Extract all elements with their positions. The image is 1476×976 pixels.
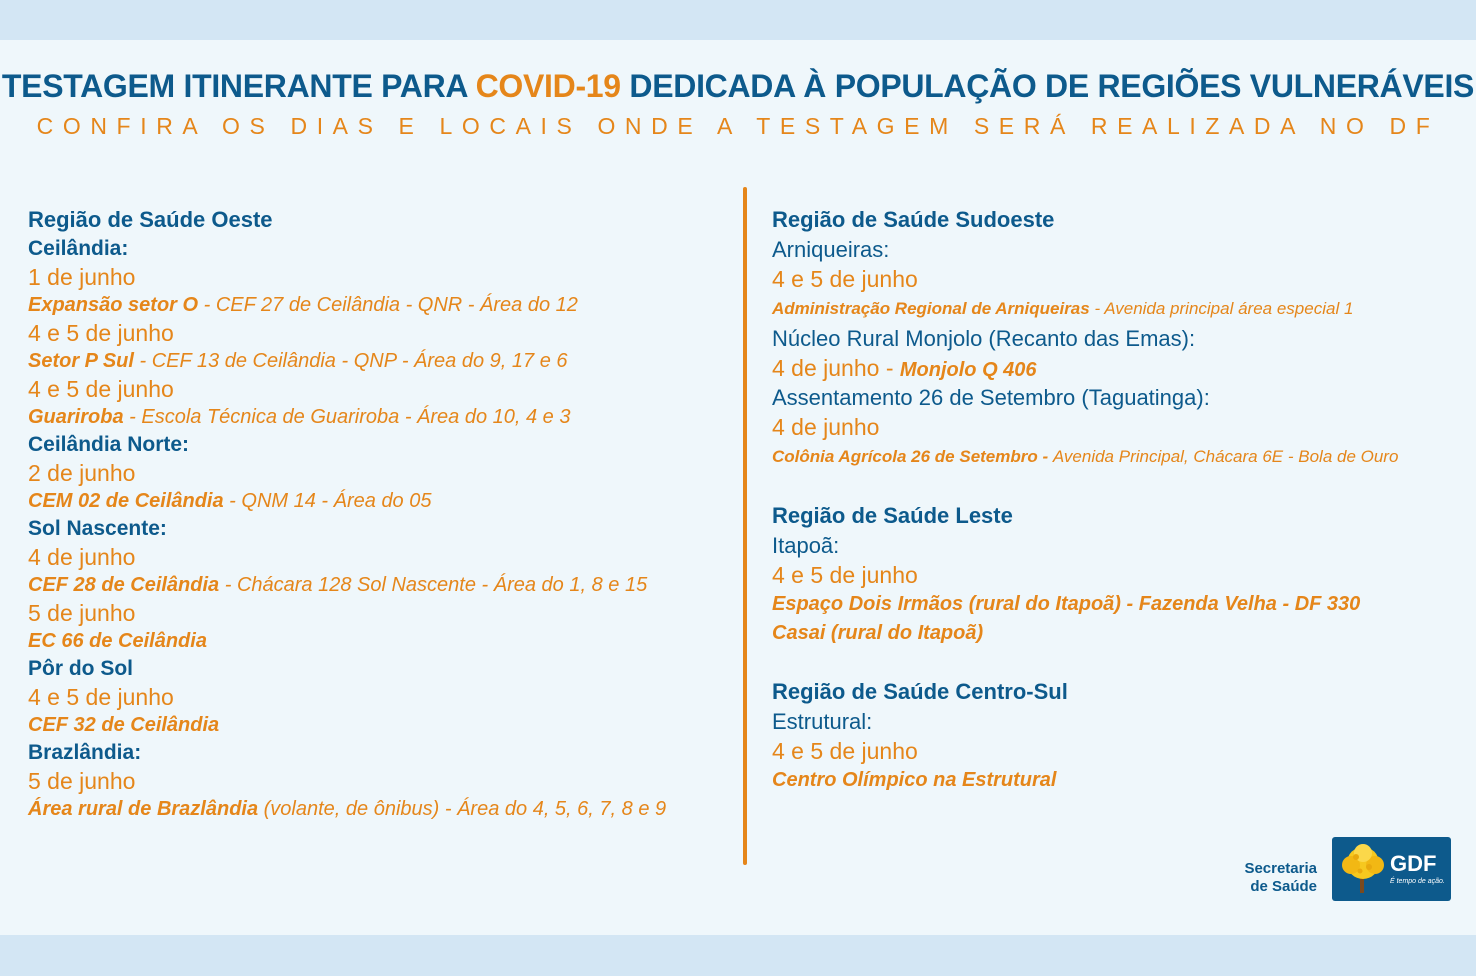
location-name: CEM 02 de Ceilândia — [28, 490, 224, 512]
place-heading: Estrutural: — [772, 709, 873, 734]
region-heading: Região de Saúde Centro-Sul — [772, 679, 1068, 704]
location-name: Setor P Sul — [28, 350, 134, 372]
location-detail: - Chácara 128 Sol Nascente - Área do 1, 8 e 15 — [219, 574, 648, 596]
date-line: 1 de junho — [28, 264, 136, 290]
location-line — [28, 403, 728, 431]
date-line: 4 e 5 de junho — [28, 320, 174, 346]
title-part-1: TESTAGEM ITINERANTE PARA — [1, 68, 476, 104]
location-detail: (volante, de ônibus) - Área do 4, 5, 6, 7, 8 e 9 — [258, 798, 667, 820]
location-name: Casai (rural do Itapoã) — [772, 622, 984, 644]
location-name: CEF 32 de Ceilândia — [28, 714, 220, 736]
location-name: EC 66 de Ceilândia — [28, 630, 207, 652]
location-detail: - Escola Técnica de Guariroba - Área do 10, 4 e 3 — [123, 406, 571, 428]
date-line: 4 e 5 de junho — [772, 562, 918, 588]
right-column — [772, 205, 1472, 795]
gdf-wordmark: GDF — [1390, 851, 1437, 876]
secretaria-line-1: Secretaria — [1244, 860, 1317, 877]
location-detail: - Avenida principal área especial 1 — [1089, 299, 1354, 318]
place-heading: Ceilândia: — [28, 237, 129, 260]
location-name: Guariroba — [28, 406, 124, 428]
location-detail: Avenida Principal, Chácara 6E - Bola de Ouro — [1052, 447, 1399, 466]
date-text: 4 de junho - — [772, 355, 900, 381]
date-line: 4 e 5 de junho — [28, 684, 174, 710]
location-name: Centro Olímpico na Estrutural — [772, 769, 1057, 791]
date-line: 4 de junho — [772, 414, 880, 440]
date-line: 4 e 5 de junho — [772, 266, 918, 292]
location-line — [28, 571, 728, 599]
location-detail: - CEF 27 de Ceilândia - QNR - Área do 12 — [198, 294, 578, 316]
location-name: Colônia Agrícola 26 de Setembro - — [772, 447, 1053, 466]
secretaria-line-2: de Saúde — [1250, 878, 1317, 895]
location-line — [772, 590, 1472, 619]
date-line: 4 e 5 de junho — [28, 376, 174, 402]
date-line: 5 de junho — [28, 768, 136, 794]
date-line — [772, 353, 1472, 383]
title-part-2: DEDICADA À POPULAÇÃO DE REGIÕES VULNERÁVEIS — [620, 68, 1475, 104]
page-title — [0, 68, 1476, 105]
place-heading: Assentamento 26 de Setembro (Taguatinga): — [772, 385, 1210, 410]
ipe-tree-icon — [1338, 843, 1388, 895]
place-heading: Itapoã: — [772, 533, 840, 558]
gdf-slogan: É tempo de ação. — [1390, 878, 1445, 885]
location-line — [28, 347, 728, 375]
location-line — [28, 627, 728, 655]
location-name: Área rural de Brazlândia — [28, 798, 259, 820]
location-line — [28, 711, 728, 739]
place-heading: Ceilândia Norte: — [28, 433, 190, 456]
date-line: 4 de junho — [28, 544, 136, 570]
location-detail: - CEF 13 de Ceilândia - QNP - Área do 9, 17 e 6 — [133, 350, 568, 372]
location-line — [28, 487, 728, 515]
location-line — [772, 766, 1472, 795]
location-detail: - QNM 14 - Área do 05 — [223, 490, 432, 512]
place-heading: Núcleo Rural Monjolo (Recanto das Emas): — [772, 326, 1196, 351]
place-heading: Sol Nascente: — [28, 517, 167, 540]
secretaria-logo-text — [1210, 860, 1317, 896]
gdf-logo — [1332, 837, 1451, 901]
place-heading: Brazlândia: — [28, 741, 142, 764]
page-subtitle: CONFIRA OS DIAS E LOCAIS ONDE A TESTAGEM SERÁ REALIZADA NO DF — [36, 113, 1440, 139]
title-highlight: COVID-19 — [475, 68, 621, 104]
location-name: Administração Regional de Arniqueiras — [772, 299, 1090, 318]
place-heading: Arniqueiras: — [772, 237, 890, 262]
location-line — [28, 291, 728, 319]
location-name: Expansão setor O — [28, 294, 199, 316]
region-heading: Região de Saúde Leste — [772, 503, 1013, 528]
location-name: Monjolo Q 406 — [899, 359, 1037, 381]
date-line: 2 de junho — [28, 460, 136, 486]
date-line: 5 de junho — [28, 600, 136, 626]
left-column — [28, 205, 728, 823]
location-line — [28, 795, 728, 823]
date-line: 4 e 5 de junho — [772, 738, 918, 764]
place-heading: Pôr do Sol — [28, 657, 133, 680]
spacer — [772, 648, 1472, 677]
location-line — [772, 619, 1472, 648]
location-line — [772, 294, 1472, 324]
location-name: Espaço Dois Irmãos (rural do Itapoã) - Fazenda Velha - DF 330 — [772, 593, 1361, 615]
region-heading: Região de Saúde Sudoeste — [772, 207, 1055, 232]
location-name: CEF 28 de Ceilândia — [28, 574, 220, 596]
region-heading: Região de Saúde Oeste — [28, 207, 273, 232]
location-line — [772, 442, 1472, 472]
spacer — [772, 472, 1472, 501]
column-divider — [743, 187, 747, 865]
